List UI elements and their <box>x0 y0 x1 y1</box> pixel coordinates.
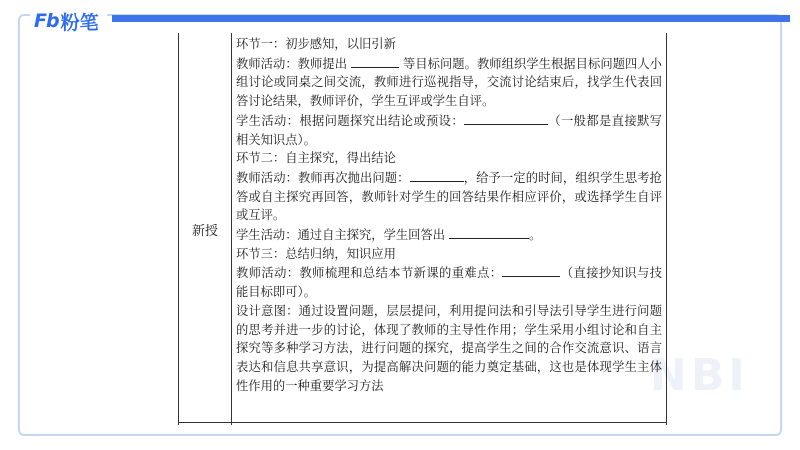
brand-name: 粉笔 <box>60 11 99 34</box>
fill-blank <box>449 225 529 239</box>
header-bar <box>112 15 790 22</box>
row-content-cell <box>236 35 662 395</box>
fill-blank <box>410 168 464 182</box>
section-2-teacher-activity: 教师活动：教师再次抛出问题： ，给予一定的时间，组织学生思考抢答或自主探究再回答，教师针对学生的回答结果作相应评价，或选择学生自评或互评。 <box>236 168 662 225</box>
section-1-title: 环节一：初步感知，以旧引新 <box>236 37 396 51</box>
section-3-teacher-activity: 教师活动：教师梳理和总结本节新课的重难点： （直接抄知识与技能目标即可）。 <box>236 263 662 301</box>
watermark: NBI <box>650 350 749 401</box>
section-2-student-activity: 学生活动：通过自主探究，学生回答出 。 <box>236 225 662 245</box>
fill-blank <box>464 111 548 125</box>
table-bottom-border <box>179 422 666 423</box>
fill-blank <box>502 263 560 277</box>
fill-blank <box>351 54 399 68</box>
design-intent: 设计意图：通过设置问题，层层提问，利用提问法和引导法引导学生进行问题的思考并进一步的讨论，体现了教师的主导性作用；学生采用小组讨论和自主探究等多种学习方法，进行问题的探究，提高学生之间的合作交流意识、语言表达和信息共享意识，为提高解决问题的能力奠定基础，这也是体现学生主体性作用的一种重要学习方法 <box>236 303 662 393</box>
row-label-cell <box>179 33 232 425</box>
brand-logo <box>30 9 107 33</box>
section-1-teacher-activity: 教师活动：教师提出 等目标问题。教师组织学生根据目标问题四人小组讨论或同桌之间交流，教师进行巡视指导，交流讨论结束后，找学生代表回答讨论结果，教师评价，学生互评或学生自评。 <box>236 54 662 111</box>
logo-mark-icon: Fb <box>34 10 59 32</box>
section-3-title: 环节三：总结归纳，知识应用 <box>236 246 396 261</box>
row-label: 新授 <box>191 223 218 239</box>
lesson-table <box>178 33 667 425</box>
section-1-student-activity: 学生活动：根据问题探究出结论或预设： （一般都是直接默写相关知识点）。 <box>236 111 662 149</box>
section-2-title: 环节二：自主探究，得出结论 <box>236 151 396 166</box>
